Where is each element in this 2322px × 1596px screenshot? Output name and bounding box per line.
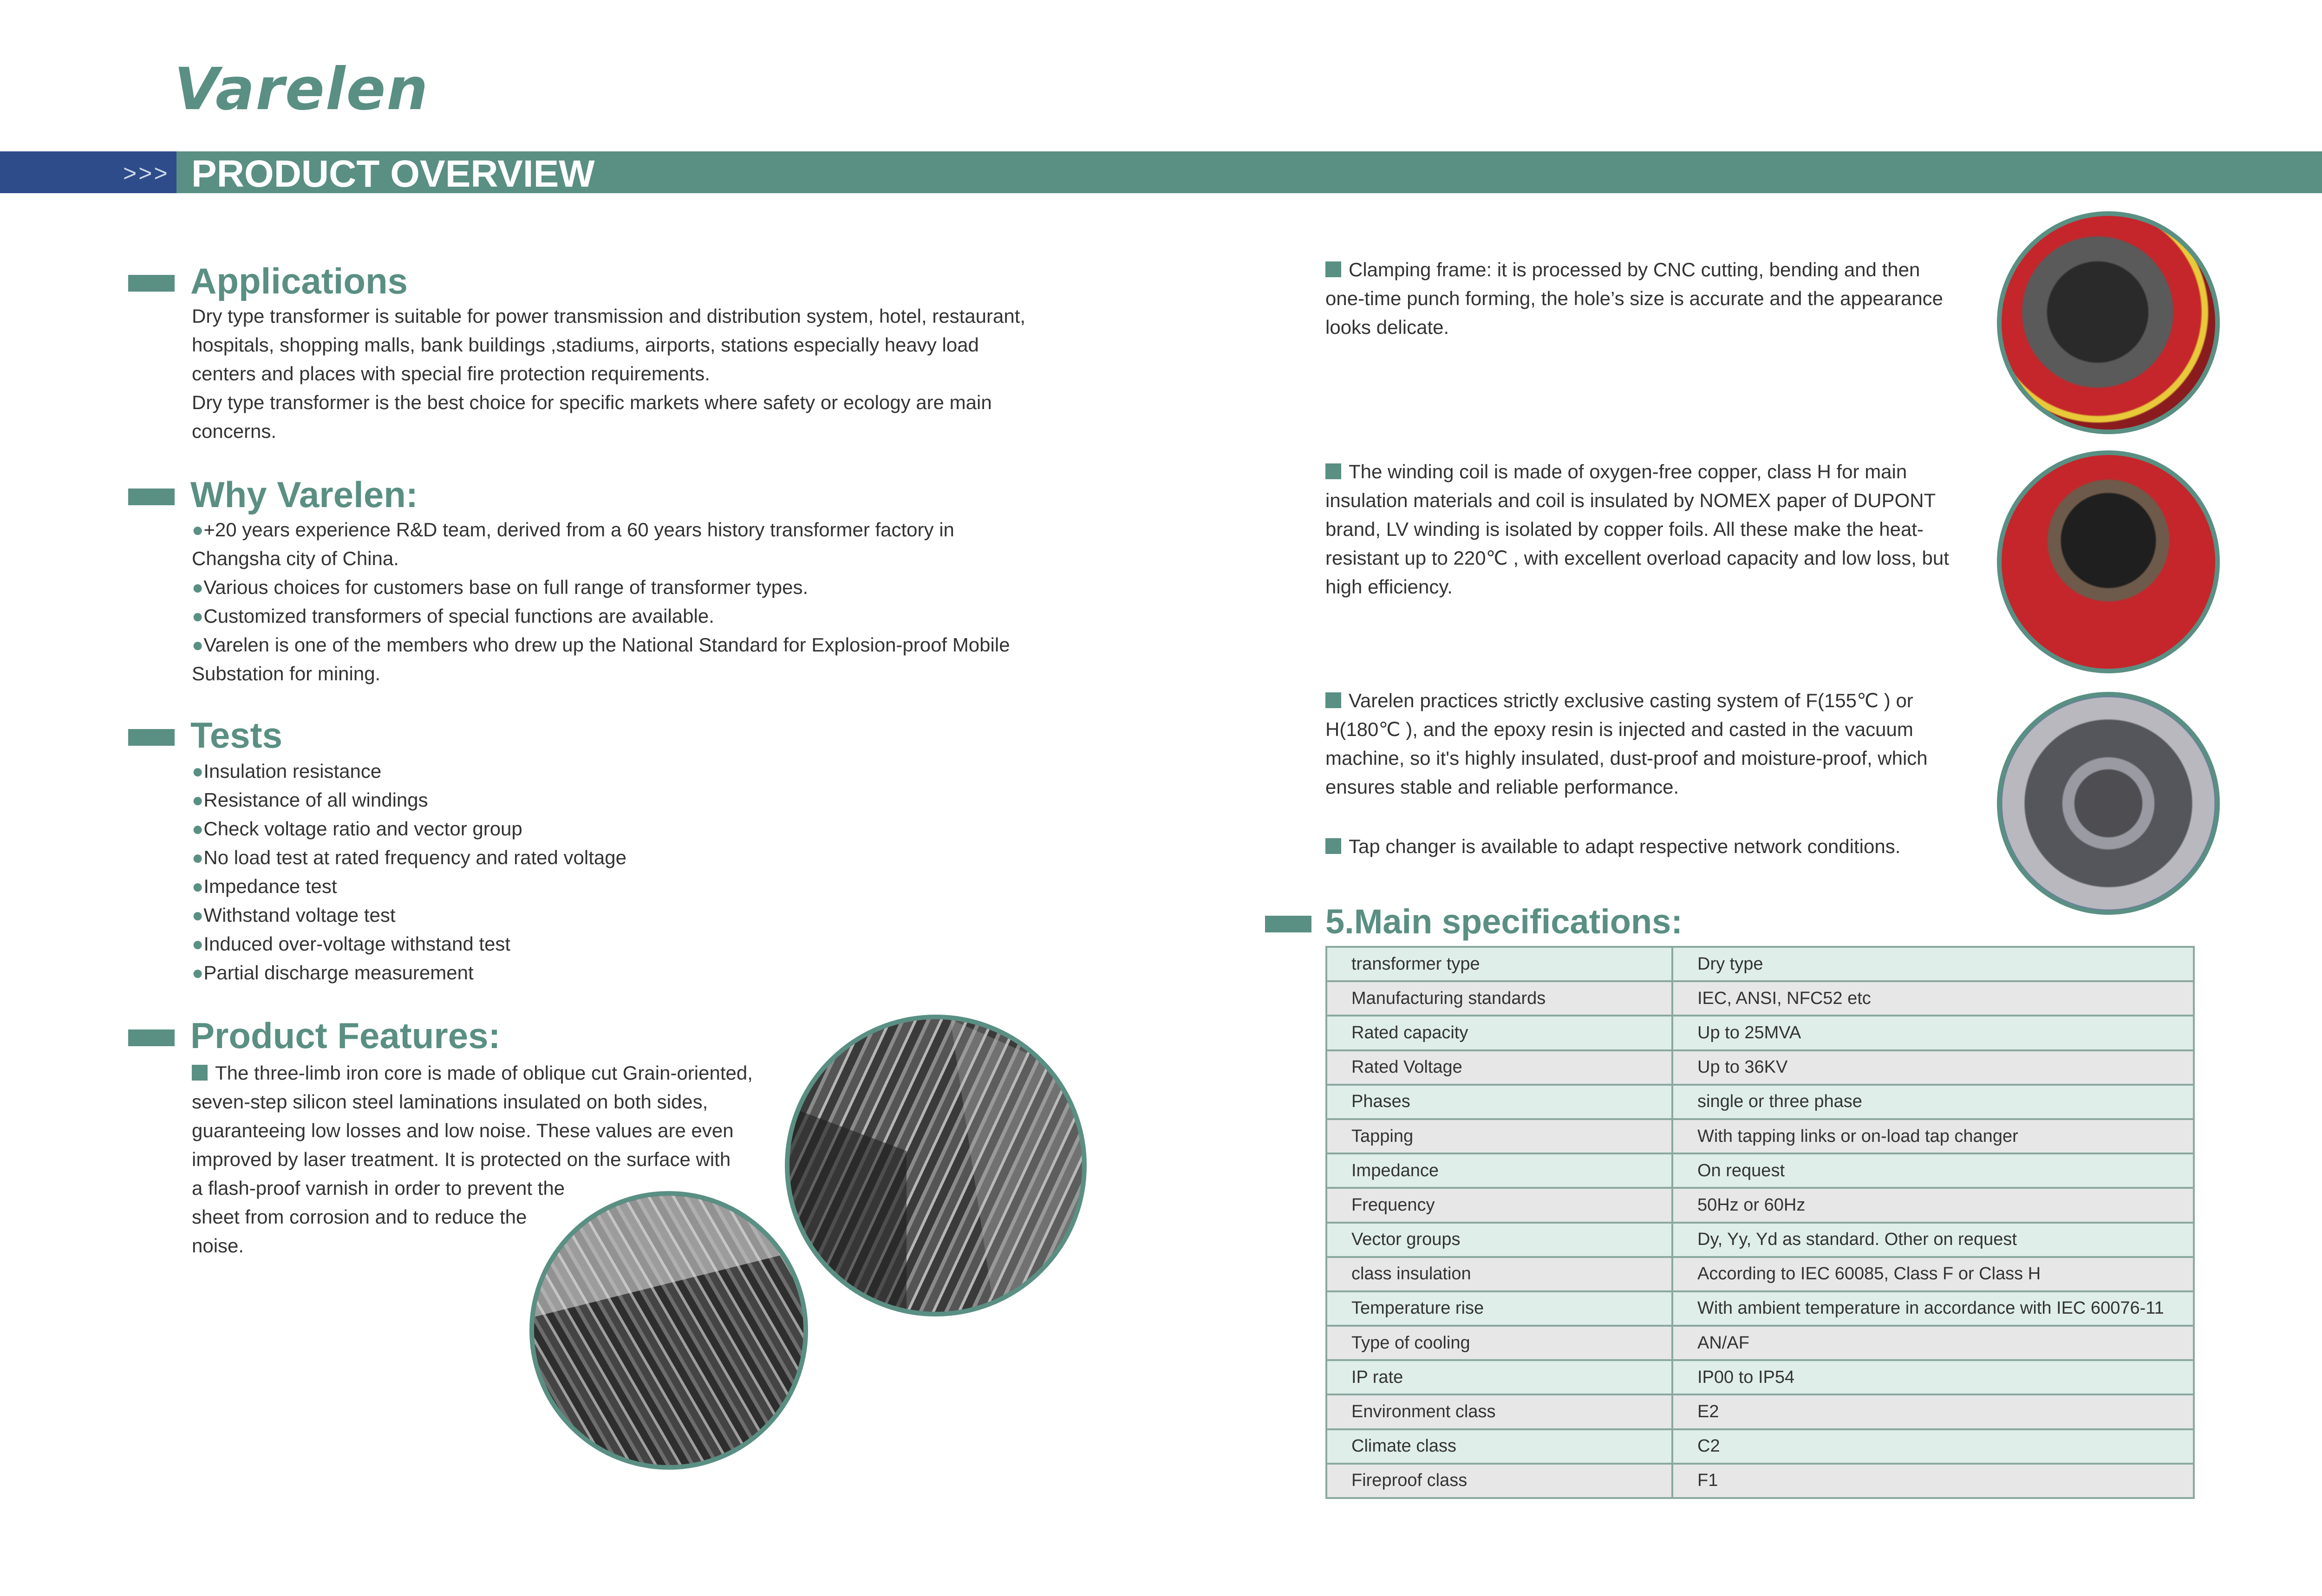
text-line: improved by laser treatment. It is protected on the surface with: [192, 1148, 731, 1170]
bullet-icon: ●: [192, 933, 204, 955]
spec-value: According to IEC 60085, Class F or Class H: [1672, 1257, 2194, 1291]
list-item: ●Varelen is one of the members who drew up the National Standard for Explosion-proof Mobile: [192, 634, 1010, 656]
why-title: Why Varelen:: [190, 474, 418, 515]
spec-label: Temperature rise: [1326, 1291, 1672, 1326]
table-row: [1326, 1016, 2194, 1050]
spec-value: C2: [1672, 1429, 2194, 1464]
text-line: Clamping frame: it is processed by CNC cutting, bending and then: [1325, 255, 1999, 284]
specs-title: 5.Main specifications:: [1325, 902, 1683, 941]
table-row: [1326, 1257, 2194, 1291]
text-line: one-time punch forming, the hole’s size is accurate and the appearance: [1325, 287, 1944, 309]
text-line: seven-step silicon steel laminations insulated on both sides,: [192, 1091, 708, 1113]
spec-label: Type of cooling: [1326, 1326, 1672, 1360]
bullet-icon: ●: [192, 847, 204, 868]
table-row: [1326, 1394, 2194, 1429]
text-line: high efficiency.: [1325, 576, 1453, 598]
core-step-icon: [789, 1019, 1082, 1312]
list-item: ●No load test at rated frequency and rated voltage: [192, 847, 626, 868]
table-row: [1326, 947, 2194, 981]
spec-value: Up to 36KV: [1672, 1050, 2194, 1085]
spec-value: Up to 25MVA: [1672, 1016, 2194, 1050]
winding-text: [1325, 457, 1999, 601]
text-line: The three-limb iron core is made of oblique cut Grain-oriented,: [192, 1059, 786, 1088]
clamping-text: [1325, 255, 1999, 342]
square-bullet-icon: [1325, 261, 1341, 277]
table-row: [1326, 1119, 2194, 1153]
list-item: ●Check voltage ratio and vector group: [192, 818, 522, 840]
table-row: [1326, 1153, 2194, 1188]
page-title: PRODUCT OVERVIEW: [191, 153, 595, 195]
list-item: ●Induced over-voltage withstand test: [192, 933, 511, 955]
square-bullet-icon: [1325, 838, 1341, 854]
section-marker: [128, 1029, 175, 1046]
bullet-icon: ●: [192, 519, 204, 541]
specs-table: [1325, 946, 2195, 1499]
spec-label: Vector groups: [1326, 1223, 1672, 1257]
features-title: Product Features:: [190, 1015, 501, 1056]
why-text: [192, 515, 1074, 688]
spec-label: Fireproof class: [1326, 1464, 1672, 1498]
header-arrows: >>>: [123, 160, 170, 186]
bullet-icon: ●: [192, 789, 204, 811]
bullet-icon: ●: [192, 634, 204, 656]
core-edge-icon: [534, 1196, 803, 1465]
text-line: machine, so it's highly insulated, dust-proof and moisture-proof, which: [1325, 747, 1928, 769]
text-line: guaranteeing low losses and low noise. These values are even: [192, 1120, 734, 1141]
spec-value: F1: [1672, 1464, 2194, 1498]
list-item: ●+20 years experience R&D team, derived from a 60 years history transformer factory in: [192, 519, 954, 541]
spec-value: Dry type: [1672, 947, 2194, 981]
table-row: [1326, 1291, 2194, 1326]
brand-logo: Varelen: [174, 56, 429, 123]
text-line: centers and places with special fire protection requirements.: [192, 363, 710, 384]
vacuum-casting-photo: [1997, 692, 2220, 915]
spec-value: IP00 to IP54: [1672, 1360, 2194, 1394]
clamping-frame-photo: [1997, 211, 2220, 434]
spec-value: IEC, ANSI, NFC52 etc: [1672, 981, 2194, 1016]
bullet-icon: ●: [192, 818, 204, 840]
tests-list: [192, 757, 935, 987]
table-row: [1326, 1085, 2194, 1119]
spec-value: On request: [1672, 1153, 2194, 1188]
bullet-icon: ●: [192, 875, 204, 897]
casting-text: [1325, 686, 1999, 801]
text-line: Varelen practices strictly exclusive casting system of F(155℃ ) or: [1325, 686, 1999, 715]
text-line: Changsha city of China.: [192, 547, 399, 569]
text-line: insulation materials and coil is insulated by NOMEX paper of DUPONT: [1325, 489, 1936, 511]
table-row: [1326, 981, 2194, 1016]
text-line: H(180℃ ), and the epoxy resin is injected and casted in the vacuum: [1325, 718, 1913, 740]
spec-value: With tapping links or on-load tap changer: [1672, 1119, 2194, 1153]
text-line: concerns.: [192, 420, 277, 442]
text-line: ensures stable and reliable performance.: [1325, 776, 1679, 798]
list-item: ●Partial discharge measurement: [192, 962, 474, 984]
spec-value: AN/AF: [1672, 1326, 2194, 1360]
tap-changer-text: [1325, 832, 1999, 861]
text-line: sheet from corrosion and to reduce the: [192, 1206, 527, 1228]
table-row: [1326, 1188, 2194, 1222]
tests-title: Tests: [190, 715, 282, 756]
section-marker: [128, 275, 175, 292]
list-item: ●Various choices for customers base on full range of transformer types.: [192, 576, 809, 598]
applications-text: [192, 302, 1074, 446]
text-line: Dry type transformer is the best choice for specific markets where safety or ecology are main: [192, 391, 992, 413]
spec-value: single or three phase: [1672, 1085, 2194, 1119]
table-row: [1326, 1429, 2194, 1464]
square-bullet-icon: [1325, 692, 1341, 708]
text-line: The winding coil is made of oxygen-free copper, class H for main: [1325, 457, 1999, 486]
bullet-icon: ●: [192, 576, 204, 598]
spec-label: Tapping: [1326, 1119, 1672, 1153]
spec-value: Dy, Yy, Yd as standard. Other on request: [1672, 1223, 2194, 1257]
spec-value: E2: [1672, 1394, 2194, 1429]
text-line: looks delicate.: [1325, 316, 1449, 338]
spec-label: transformer type: [1326, 947, 1672, 981]
spec-label: IP rate: [1326, 1360, 1672, 1394]
list-item: ●Insulation resistance: [192, 760, 382, 782]
table-row: [1326, 1464, 2194, 1498]
spec-label: Rated Voltage: [1326, 1050, 1672, 1085]
spec-label: class insulation: [1326, 1257, 1672, 1291]
core-lamination-closeup-photo: [529, 1191, 808, 1470]
text-line: Tap changer is available to adapt respective network conditions.: [1325, 832, 1999, 861]
spec-value: With ambient temperature in accordance with IEC 60076-11: [1672, 1291, 2194, 1326]
list-item: ●Resistance of all windings: [192, 789, 428, 811]
text-line: noise.: [192, 1235, 244, 1257]
bullet-icon: ●: [192, 904, 204, 926]
core-lamination-photo: [785, 1015, 1087, 1316]
spec-label: Rated capacity: [1326, 1016, 1672, 1050]
list-item: ●Customized transformers of special functions are available.: [192, 605, 714, 627]
text-line: brand, LV winding is isolated by copper foils. All these make the heat-: [1325, 518, 1924, 540]
spec-label: Impedance: [1326, 1153, 1672, 1188]
section-marker: [128, 489, 175, 505]
applications-title: Applications: [190, 261, 408, 301]
spec-label: Environment class: [1326, 1394, 1672, 1429]
bullet-icon: ●: [192, 962, 204, 984]
spec-label: Climate class: [1326, 1429, 1672, 1464]
spec-label: Frequency: [1326, 1188, 1672, 1222]
text-line: hospitals, shopping malls, bank buildings ,stadiums, airports, stations especially heavy load: [192, 334, 979, 356]
table-row: [1326, 1050, 2194, 1085]
bullet-icon: ●: [192, 605, 204, 627]
list-item: ●Withstand voltage test: [192, 904, 396, 926]
table-row: [1326, 1223, 2194, 1257]
spec-label: Manufacturing standards: [1326, 981, 1672, 1016]
text-line: Dry type transformer is suitable for power transmission and distribution system, hotel, restaurant,: [192, 305, 1026, 327]
table-row: [1326, 1326, 2194, 1360]
square-bullet-icon: [1325, 463, 1341, 479]
spec-label: Phases: [1326, 1085, 1672, 1119]
text-line: Substation for mining.: [192, 663, 381, 684]
spec-value: 50Hz or 60Hz: [1672, 1188, 2194, 1222]
winding-coil-photo: [1997, 450, 2220, 673]
square-bullet-icon: [192, 1065, 208, 1081]
bullet-icon: ●: [192, 760, 204, 782]
list-item: ●Impedance test: [192, 875, 337, 897]
text-line: resistant up to 220℃ , with excellent overload capacity and low loss, but: [1325, 547, 1949, 569]
text-line: a flash-proof varnish in order to prevent the: [192, 1177, 565, 1199]
table-row: [1326, 1360, 2194, 1394]
section-marker: [128, 729, 175, 746]
section-marker: [1265, 916, 1311, 932]
